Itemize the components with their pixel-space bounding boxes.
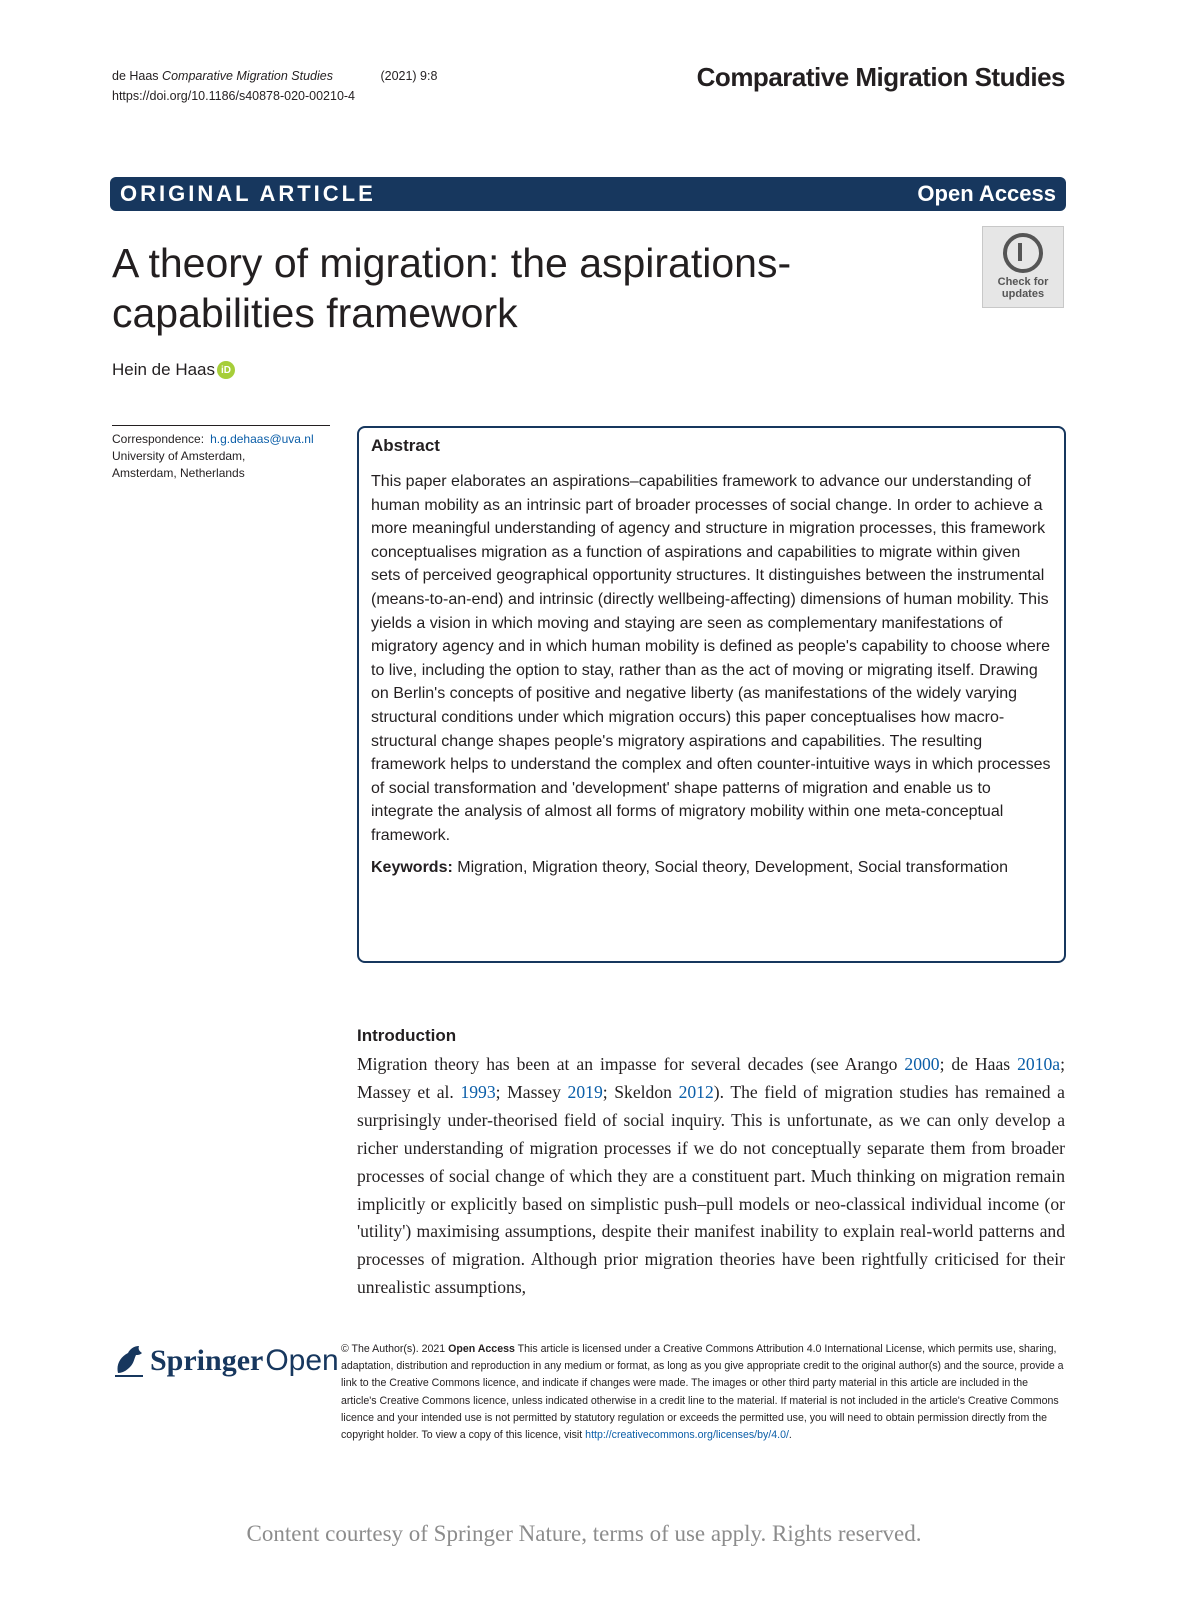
abstract-box — [357, 426, 1066, 963]
springer-open-logo — [112, 1343, 339, 1379]
abstract-heading: Abstract — [371, 436, 440, 455]
citation-link[interactable]: 2012 — [678, 1081, 714, 1102]
affiliation-line-2: Amsterdam, Netherlands — [112, 466, 245, 480]
correspondence-divider — [112, 425, 330, 426]
citation-link[interactable]: 2000 — [904, 1054, 940, 1074]
springer-wordmark: Springer — [150, 1344, 264, 1377]
citation-link[interactable]: 1993 — [460, 1081, 496, 1102]
author-name[interactable]: Hein de Haas — [112, 360, 216, 379]
check-for-updates-button[interactable] — [982, 226, 1064, 308]
keywords-label: Keywords: — [371, 858, 453, 876]
license-open-access-label: Open Access — [448, 1343, 515, 1355]
copyright-text: © The Author(s). 2021 — [341, 1343, 449, 1355]
introduction-paragraph — [357, 1051, 1065, 1302]
correspondence-block — [112, 431, 314, 482]
license-end: . — [788, 1429, 792, 1442]
header-author: de Haas — [112, 69, 159, 83]
check-updates-icon — [1003, 233, 1043, 273]
article-title: A theory of migration: the aspirations-capabilities framework — [112, 240, 792, 336]
keywords-list: Migration, Migration theory, Social theory, Development, Social transformation — [457, 858, 1009, 876]
running-header — [112, 66, 437, 106]
license-text: This article is licensed under a Creative Commons Attribution 4.0 International License, which permits use, sharing, adaptation, distribution and reproduction in any medium or format, as long as you give appropriate credit to the original author(s) and the source, provide a link to the Creative Commons licence, and indicate if changes were made. The images or other third party material in this article are included in the article's Creative Commons licence, unless indicated otherwise in a credit line to the material. If material is not included in the article's Creative Commons licence and your intended use is not permitted by statutory regulation or exceeds the permitted use, you will need to obtain permission directly from the copyright holder. To view a copy of this licence, visit — [341, 1343, 1064, 1442]
license-url-link[interactable]: http://creativecommons.org/licenses/by/4.0/ — [585, 1429, 789, 1442]
article-type-banner — [110, 177, 1066, 211]
intro-text-segment: ; Massey et al. — [357, 1054, 1065, 1102]
open-wordmark: Open — [265, 1344, 339, 1377]
intro-text-segment: ; de Haas — [939, 1054, 1018, 1074]
abstract-text: This paper elaborates an aspirations–capabilities framework to advance our understanding of human mobility as an intrinsic part of broader processes of social change. In order to achieve a more meaningful understanding of agency and structure in migration processes, this framework conceptualises migration as a function of aspirations and capabilities to migrate within given sets of perceived geographical opportunity structures. It distinguishes between the instrumental (means-to-an-end) and intrinsic (directly wellbeing-affecting) dimensions of human mobility. This yields a vision in which moving and staying are seen as complementary manifestations of migratory agency and in which human mobility is defined as people's capability to choose where to live, including the option to stay, rather than as the act of moving or migrating itself. Drawing on Berlin's concepts of positive and negative liberty (as manifestations of the widely varying structural conditions under which migration occurs) this paper conceptualises how macro-structural change shapes people's migratory aspirations and capabilities. The resulting framework helps to understand the complex and often counter-intuitive ways in which processes of social transformation and 'development' shape patterns of migration and enable us to integrate the analysis of almost all forms of migratory mobility within one meta-conceptual framework. — [371, 473, 1051, 844]
orcid-icon[interactable]: iD — [217, 361, 235, 379]
header-doi-link[interactable]: https://doi.org/10.1186/s40878-020-00210-4 — [112, 89, 356, 103]
journal-name: Comparative Migration Studies — [696, 62, 1065, 92]
open-access-label: Open Access — [917, 181, 1056, 206]
springer-horse-icon — [112, 1343, 146, 1379]
citation-link[interactable]: 2019 — [567, 1081, 603, 1102]
intro-text-segment: Migration theory has been at an impasse for several decades (see Arango — [357, 1054, 905, 1074]
header-year-volume: (2021) 9:8 — [380, 69, 438, 83]
article-type-label: ORIGINAL ARTICLE — [120, 181, 376, 206]
author-line — [112, 360, 235, 380]
intro-text-segment: ; Massey — [495, 1081, 568, 1102]
correspondence-label: Correspondence: — [112, 432, 205, 446]
intro-text-segment: ). The field of migration studies has remained a surprisingly under-theorised field of social inquiry. This is unfortunate, as we can only develop a richer understanding of migration processes if we do not conceptually separate them from broader processes of social change of which they are a constituent part. Much thinking on migration remain implicitly or explicitly based on simplistic push–pull models or neo-classical individual income (or 'utility') maximising assumptions, despite their manifest inability to explain real-world patterns and processes of migration. Although prior migration theories have been rightfully criticised for their unrealistic assumptions, — [357, 1081, 1065, 1298]
check-updates-label: Check for updates — [997, 276, 1049, 300]
header-journal: Comparative Migration Studies — [162, 69, 333, 83]
affiliation-line-1: University of Amsterdam, — [112, 449, 246, 463]
page-footer: Content courtesy of Springer Nature, terms of use apply. Rights reserved. — [246, 1521, 922, 1546]
license-notice — [341, 1341, 1065, 1444]
keywords — [371, 856, 1052, 880]
introduction-heading: Introduction — [357, 1026, 457, 1045]
citation-link[interactable]: 2010a — [1017, 1054, 1061, 1074]
intro-text-segment: ; Skeldon — [602, 1081, 679, 1102]
correspondence-email-link[interactable]: h.g.dehaas@uva.nl — [210, 432, 314, 446]
